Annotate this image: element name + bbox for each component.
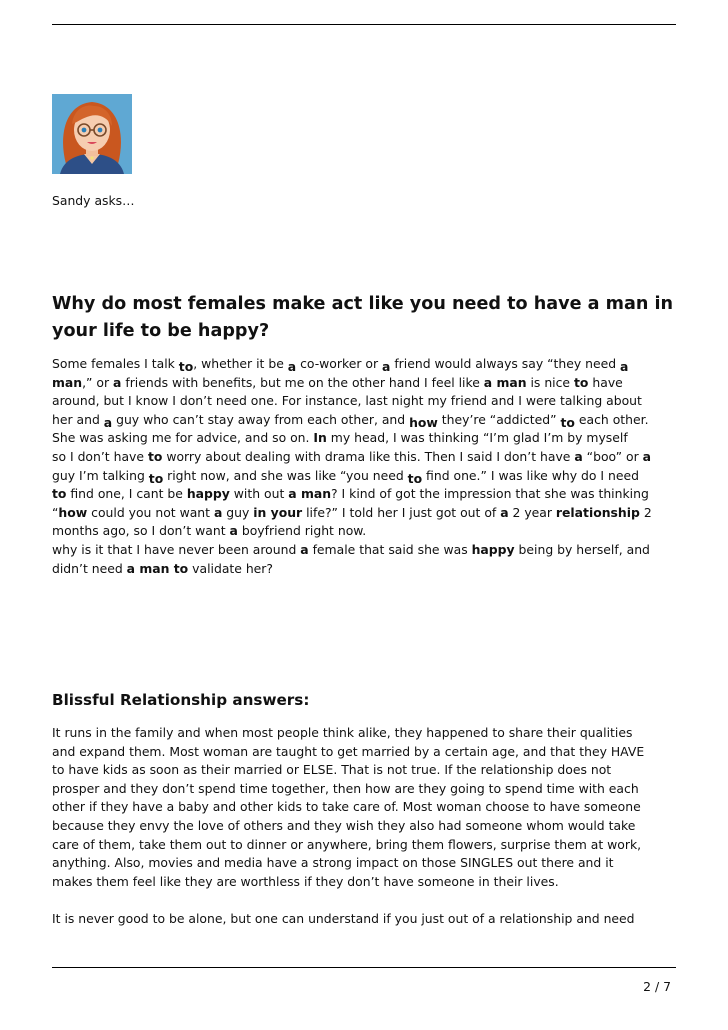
answer-line: care of them, take them out to dinner or anywhere, bring them flowers, surprise them at work,: [52, 836, 642, 852]
keyword-highlight: to: [52, 486, 67, 502]
text-run: guy who can’t stay away from each other, and: [112, 411, 410, 427]
text-run: 2: [639, 504, 652, 520]
keyword-highlight: a: [300, 541, 309, 557]
keyword-highlight: to: [178, 359, 194, 374]
keyword-highlight: a: [500, 504, 509, 520]
text-run: friend would always say “they need: [390, 356, 621, 371]
text-run: why is it that I have never been around: [52, 541, 301, 557]
keyword-highlight: a man: [288, 486, 332, 502]
question-line: [52, 541, 678, 560]
question-line: [52, 467, 678, 486]
keyword-highlight: happy: [186, 486, 230, 502]
text-run: Some females I talk: [52, 356, 179, 371]
text-run: validate her?: [188, 560, 273, 576]
answer-line: because they envy the love of others and they wish they also had someone whom would take: [52, 817, 636, 833]
text-run: ? I kind of got the impression that she was thinking: [331, 486, 649, 502]
text-run: my head, I was thinking “I’m glad I’m by myself: [326, 430, 628, 446]
answer-line: to have kids as soon as their married or ELSE. That is not true. If the relationship does not: [52, 762, 612, 778]
text-run: guy: [222, 504, 254, 520]
keyword-highlight: to: [407, 470, 423, 486]
text-run: have: [588, 374, 623, 390]
text-run: female that said she was: [308, 541, 472, 557]
keyword-highlight: a: [382, 359, 391, 374]
keyword-highlight: a: [642, 448, 652, 464]
keyword-highlight: a: [229, 523, 238, 539]
keyword-highlight: to: [147, 448, 163, 464]
answer-body: [52, 724, 678, 929]
text-run: , whether it be: [193, 356, 288, 371]
question-line: [52, 411, 678, 430]
text-run: ,” or: [82, 374, 114, 390]
keyword-highlight: relationship: [555, 504, 640, 520]
question-line: [52, 429, 678, 448]
answer-line: It runs in the family and when most people think alike, they happened to share their qualities: [52, 725, 633, 740]
asker-label: Sandy asks…: [52, 193, 135, 208]
text-run: find one, I cant be: [66, 486, 187, 502]
text-run: guy I’m talking: [52, 467, 149, 483]
keyword-highlight: to: [560, 414, 575, 430]
keyword-highlight: how: [58, 504, 88, 520]
text-run: with out: [229, 486, 289, 502]
text-run: didn’t need: [52, 560, 127, 576]
keyword-highlight: to: [574, 374, 589, 390]
question-line: [52, 355, 678, 374]
keyword-highlight: In: [313, 430, 327, 446]
text-run: life?” I told her I just got out of: [302, 504, 501, 520]
keyword-highlight: a man to: [126, 560, 189, 576]
text-run: could you not want: [87, 504, 214, 520]
paragraph-gap: [52, 891, 678, 910]
keyword-highlight: a: [620, 359, 629, 374]
keyword-highlight: in your: [253, 504, 303, 520]
text-run: “boo” or: [582, 448, 643, 464]
text-run: right now, and she was like “you need: [163, 467, 408, 483]
text-run: around, but I know I don’t need one. For instance, last night my friend and I were talking about: [52, 393, 642, 409]
keyword-highlight: a: [287, 359, 297, 374]
answer-line: and expand them. Most woman are taught to get married by a certain age, and that they HAVE: [52, 743, 645, 759]
keyword-highlight: happy: [471, 541, 515, 557]
text-run: 2 year: [508, 504, 556, 520]
answer-title: Blissful Relationship answers:: [52, 691, 310, 709]
answer-line: anything. Also, movies and media have a strong impact on those SINGLES out there and it: [52, 855, 614, 871]
header-rule: [52, 24, 676, 25]
text-run: friends with benefits, but me on the other hand I feel like: [121, 374, 484, 390]
text-run: they’re “addicted”: [437, 411, 561, 427]
answer-line: prosper and they don’t spend time together, then how are they going to spend time with each: [52, 780, 639, 796]
question-body: [52, 355, 678, 578]
answer-line: makes them feel like they are worthless if they don’t have someone in their lives.: [52, 873, 559, 889]
text-run: She was asking me for advice, and so on.: [52, 430, 314, 446]
question-line: [52, 448, 678, 467]
text-run: months ago, so I don’t want: [52, 523, 230, 539]
text-run: worry about dealing with drama like this. Then I said I don’t have: [162, 448, 575, 464]
question-title: Why do most females make act like you need to have a man in your life to be happy?: [52, 294, 674, 341]
question-line: [52, 504, 678, 523]
text-run: find one.” I was like why do I need: [422, 467, 639, 483]
page-number: 2 / 7: [643, 979, 671, 994]
keyword-highlight: how: [409, 414, 438, 430]
question-line: [52, 522, 678, 541]
keyword-highlight: a: [574, 448, 583, 464]
text-run: co-worker or: [296, 356, 382, 371]
keyword-highlight: a: [103, 414, 113, 430]
question-line: [52, 374, 678, 393]
answer-line: other if they have a baby and other kids to take care of. Most woman choose to have someone: [52, 799, 641, 815]
answer-line: It is never good to be alone, but one can understand if you just out of a relationship and need: [52, 910, 635, 926]
keyword-highlight: a man: [483, 374, 527, 390]
text-run: being by herself, and: [514, 541, 650, 557]
keyword-highlight: a: [213, 504, 223, 520]
question-line: [52, 485, 678, 504]
text-run: “: [52, 504, 59, 520]
keyword-highlight: to: [148, 470, 164, 486]
cartoon-woman-avatar-icon: [52, 94, 132, 174]
keyword-highlight: man: [52, 374, 83, 390]
text-run: is nice: [526, 374, 574, 390]
text-run: boyfriend right now.: [237, 523, 367, 539]
question-line: [52, 392, 678, 411]
keyword-highlight: a: [113, 374, 122, 390]
text-run: so I don’t have: [52, 448, 148, 464]
footer-rule: [52, 967, 676, 968]
text-run: each other.: [574, 411, 649, 427]
text-run: her and: [52, 411, 104, 427]
question-line: [52, 560, 678, 579]
